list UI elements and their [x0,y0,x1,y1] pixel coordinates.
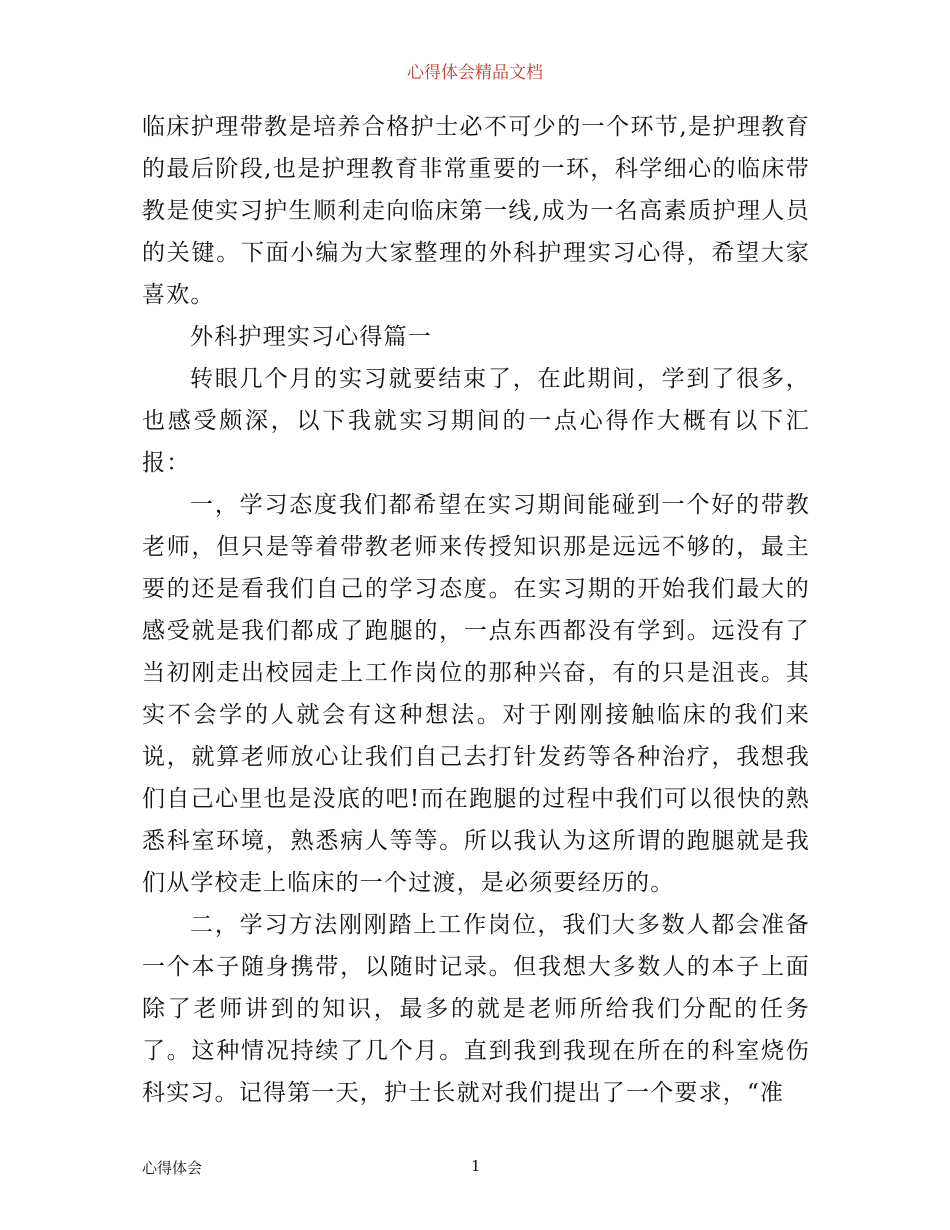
page-header: 心得体会精品文档 [407,63,543,83]
section-heading: 外科护理实习心得篇一 [190,324,432,350]
body-paragraph: 转眼几个月的实习就要结束了，在此期间，学到了很多，也感受颇深，以下我就实习期间的一点心得作大概有以下汇报： [142,366,810,476]
page-number: 1 [471,1157,481,1175]
page-footer [0,1157,950,1177]
footer-label: 心得体会 [142,1159,203,1177]
intro-paragraph: 临床护理带教是培养合格护士必不可少的一个环节,是护理教育的最后阶段,也是护理教育非常重要的一环，科学细心的临床带教是使实习护生顺利走向临床第一线,成为一名高素质护理人员的关键。下面小编为大家整理的外科护理实习心得，希望大家喜欢。 [142,114,810,308]
body-paragraph: 二，学习方法刚刚踏上工作岗位，我们大多数人都会准备一个本子随身携带，以随时记录。但我想大多数人的本子上面除了老师讲到的知识，最多的就是老师所给我们分配的任务了。这种情况持续了几个月。直到我到我现在所在的科室烧伤科实习。记得第一天，护士长就对我们提出了一个要求，“准 [142,912,810,1106]
body-paragraph: 一，学习态度我们都希望在实习期间能碰到一个好的带教老师，但只是等着带教老师来传授知识那是远远不够的，最主要的还是看我们自己的学习态度。在实习期的开始我们最大的感受就是我们都成了跑腿的，一点东西都没有学到。远没有了当初刚走出校园走上工作岗位的那种兴奋，有的只是沮丧。其实不会学的人就会有这种想法。对于刚刚接触临床的我们来说，就算老师放心让我们自己去打针发药等各种治疗，我想我们自己心里也是没底的吧!而在跑腿的过程中我们可以很快的熟悉科室环境，熟悉病人等等。所以我认为这所谓的跑腿就是我们从学校走上临床的一个过渡，是必须要经历的。 [142,492,810,896]
document-body [142,106,810,1114]
